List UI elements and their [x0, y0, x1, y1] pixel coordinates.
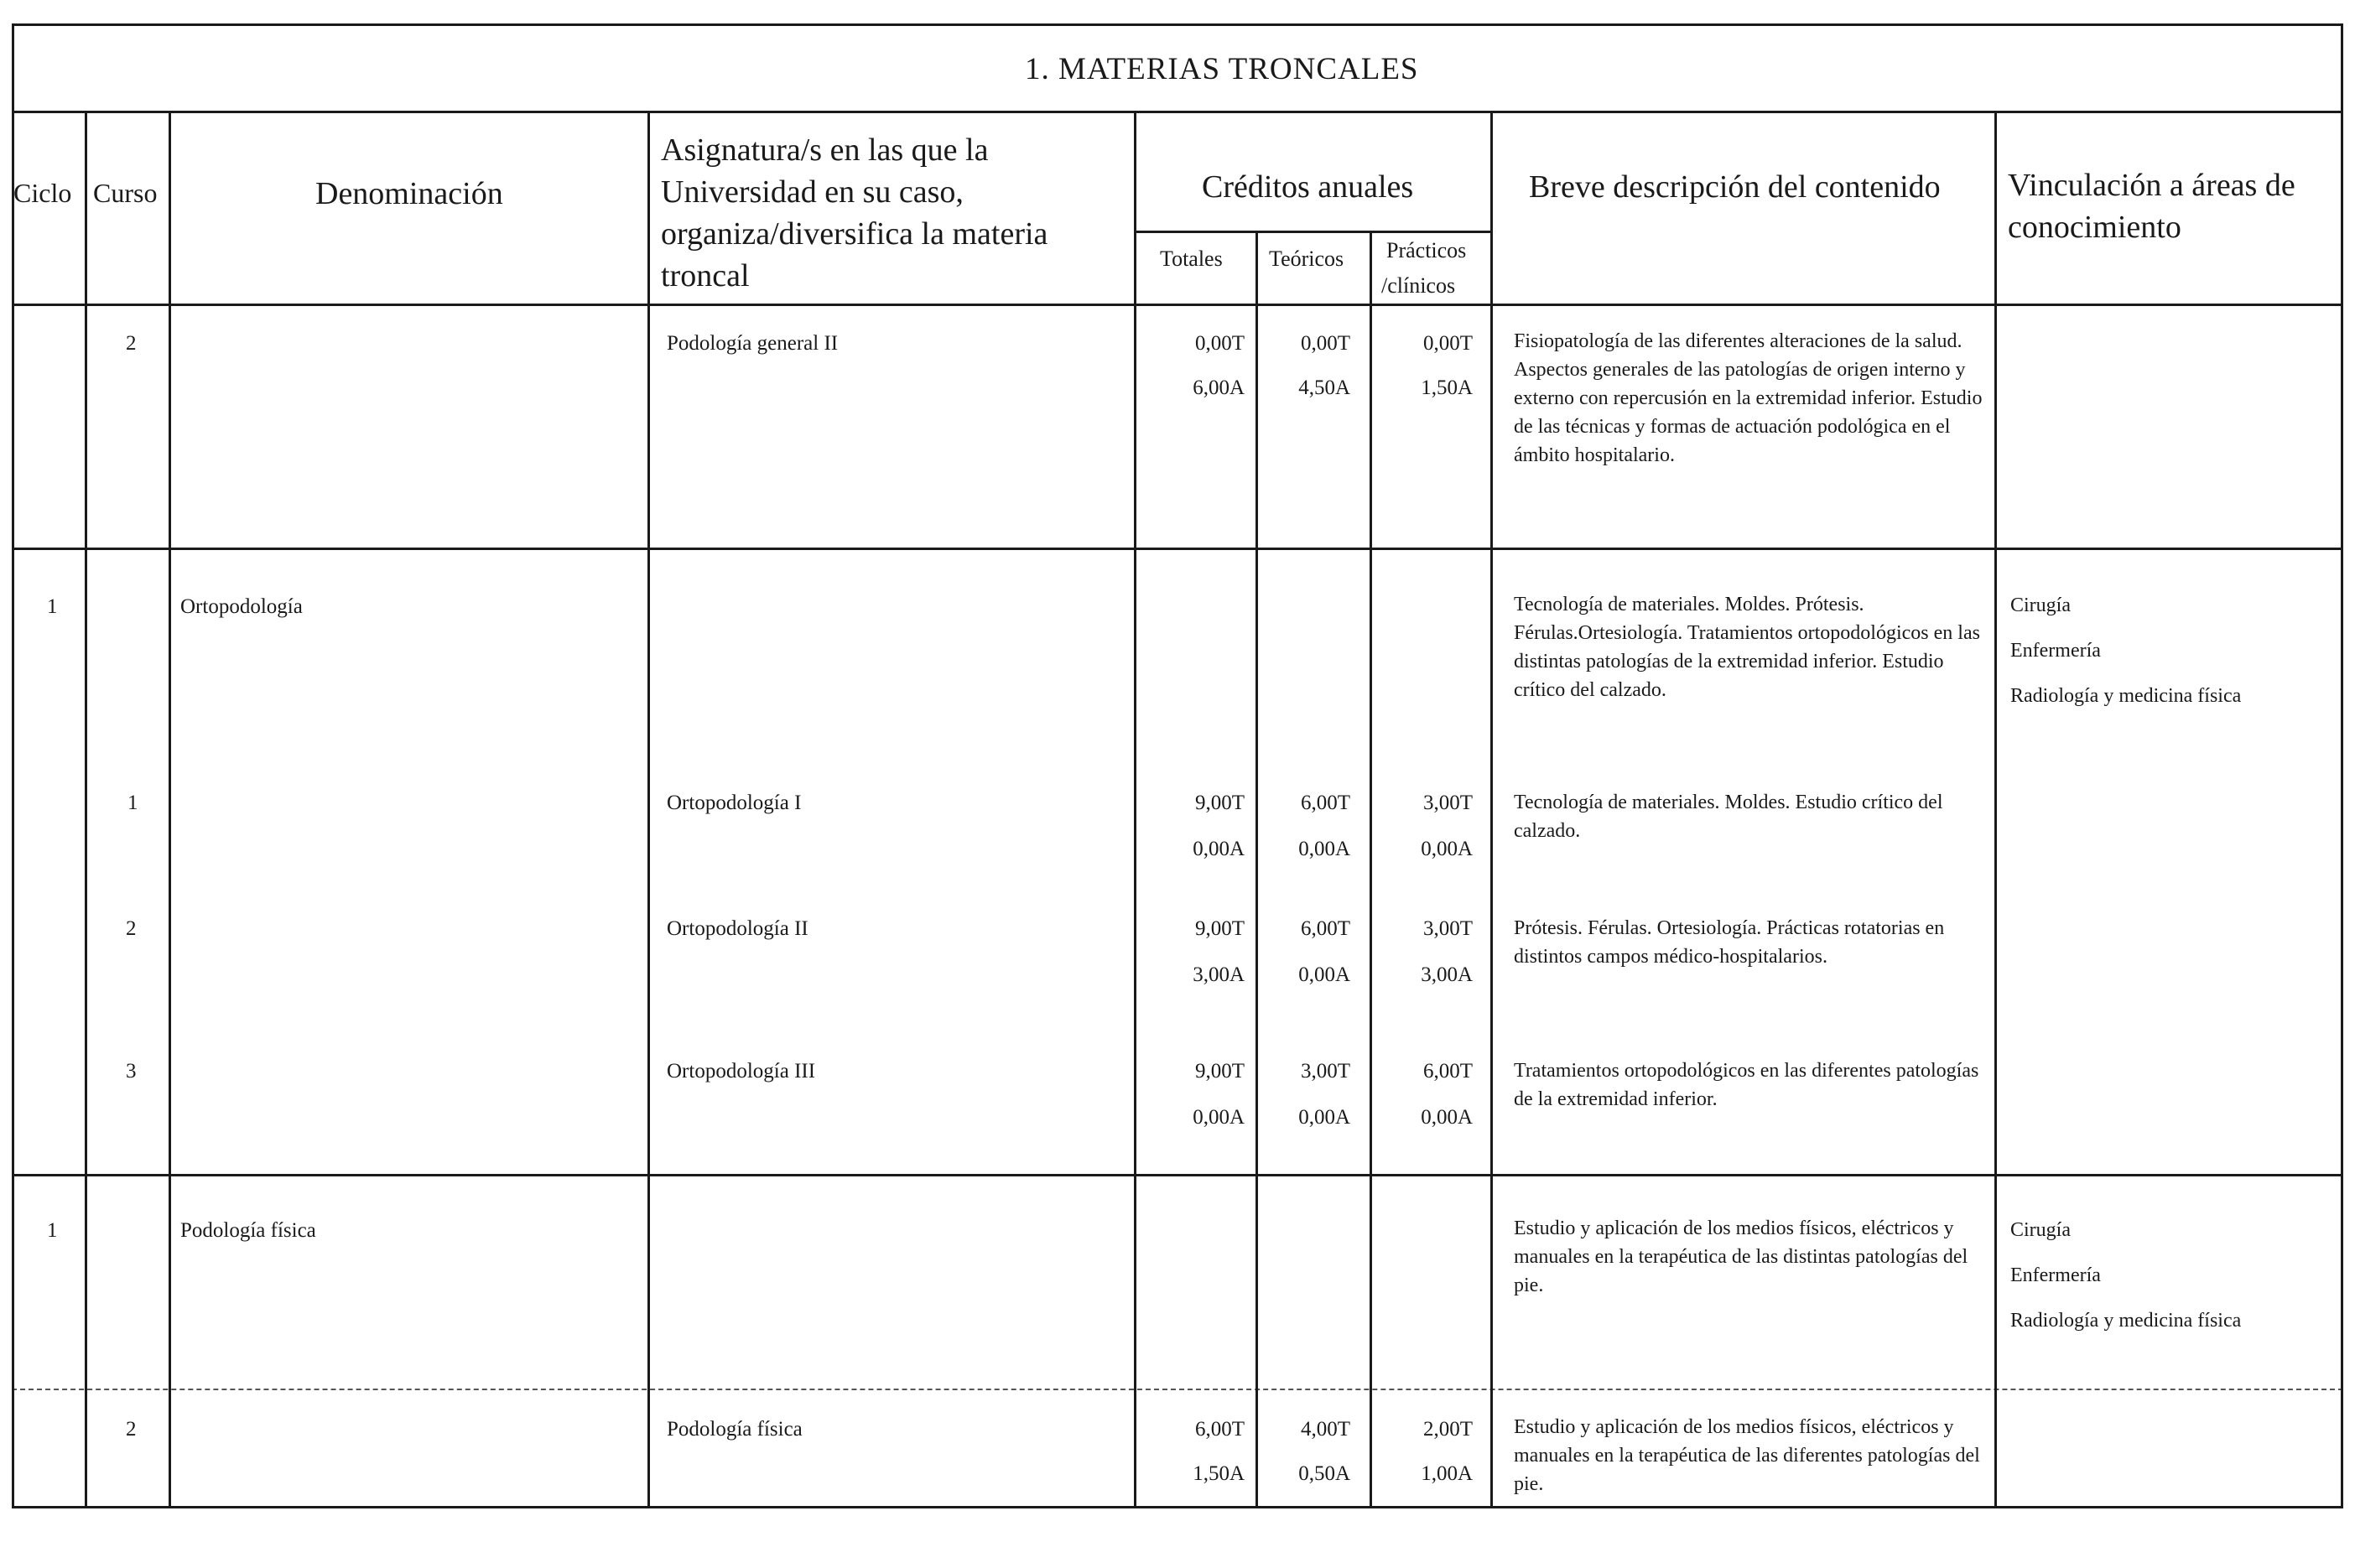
row-0-teoricos-t: 0,00T	[1300, 332, 1350, 355]
row-2-totales-t: 9,00T	[1194, 792, 1245, 814]
row-6-descripcion: Estudio y aplicación de los medios físicos, eléctricos y manuales en la terapéutica de las diferentes patologías del pie.	[1514, 1416, 1980, 1495]
column-divider-totales	[1255, 231, 1258, 1506]
row-4-totales-t: 9,00T	[1194, 1060, 1245, 1083]
row-separator-1	[12, 548, 2343, 550]
column-divider-teoricos	[1370, 231, 1372, 1506]
row-1-descripcion: Tecnología de materiales. Moldes. Prótesis. Férulas.Ortesiología. Tratamientos ortopodológicos en las distintas patologías de la extremidad inferior. Estudio crítico del calzado.	[1514, 594, 1980, 701]
row-4-asignatura: Ortopodología III	[667, 1060, 816, 1083]
row-2-teoricos-a: 0,00A	[1298, 838, 1350, 860]
row-1-ciclo: 1	[47, 595, 58, 618]
row-5-area-cirugia: Cirugía	[2010, 1219, 2071, 1241]
column-divider-curso	[169, 111, 171, 1506]
row-1-area-cirugia: Cirugía	[2010, 594, 2071, 616]
row-5-ciclo: 1	[47, 1219, 58, 1242]
row-2-curso: 1	[127, 792, 138, 814]
row-6-teoricos-t: 4,00T	[1300, 1418, 1350, 1441]
header-clinicos: /clínicos	[1381, 273, 1456, 298]
table-border-left	[12, 23, 14, 1506]
credits-subheader-line	[1134, 231, 1493, 233]
row-3-descripcion: Prótesis. Férulas. Ortesiología. Prácticas rotatorias en distintos campos médico-hospitalarios.	[1514, 917, 1945, 968]
row-5-denominacion: Podología física	[180, 1219, 316, 1242]
row-4-practicos-t: 6,00T	[1422, 1060, 1473, 1083]
row-6-practicos-t: 2,00T	[1422, 1418, 1473, 1441]
row-3-asignatura: Ortopodología II	[667, 917, 808, 940]
table-border-right	[2341, 23, 2343, 1506]
row-1-areas	[2010, 583, 2241, 719]
row-0-curso: 2	[126, 332, 137, 355]
row-6-asignatura: Podología física	[667, 1418, 803, 1441]
row-5-area-enfermeria: Enfermería	[2010, 1264, 2101, 1286]
header-teoricos: Teóricos	[1269, 247, 1344, 271]
row-4-descripcion: Tratamientos ortopodológicos en las diferentes patologías de la extremidad inferior.	[1514, 1060, 1979, 1110]
table-border-bottom	[12, 1506, 2343, 1508]
row-6-teoricos-a: 0,50A	[1298, 1462, 1350, 1485]
row-1-area-radiologia: Radiología y medicina física	[2010, 685, 2242, 707]
row-1-area-enfermeria: Enfermería	[2010, 640, 2101, 662]
header-asignaturas: Asignatura/s en las que la Universidad en su caso, organiza/diversifica la materia troncal	[661, 132, 1048, 293]
column-divider-denominacion	[647, 111, 650, 1506]
row-4-teoricos-t: 3,00T	[1300, 1060, 1350, 1083]
row-3-totales-a: 3,00A	[1193, 963, 1245, 986]
row-6-curso: 2	[126, 1418, 137, 1441]
header-practicos: Prácticos	[1386, 238, 1467, 262]
row-0-practicos-t: 0,00T	[1422, 332, 1473, 355]
row-4-practicos-a: 0,00A	[1421, 1106, 1473, 1129]
header-totales: Totales	[1160, 247, 1223, 271]
table-border-top	[12, 23, 2343, 26]
row-6-practicos-a: 1,00A	[1421, 1462, 1473, 1485]
column-divider-ciclo	[85, 111, 87, 1506]
header-vinculacion: Vinculación a áreas de conocimiento	[2008, 168, 2295, 245]
row-2-totales-a: 0,00A	[1193, 838, 1245, 860]
row-3-teoricos-t: 6,00T	[1300, 917, 1350, 940]
row-0-asignatura: Podología general II	[667, 332, 839, 355]
table-title: 1. MATERIAS TRONCALES	[1025, 52, 1419, 86]
row-4-curso: 3	[126, 1060, 137, 1083]
row-separator-2	[12, 1174, 2343, 1176]
column-divider-asignaturas	[1134, 111, 1136, 1506]
row-3-practicos-a: 3,00A	[1421, 963, 1473, 986]
row-5-descripcion: Estudio y aplicación de los medios físicos, eléctricos y manuales en la terapéutica de las distintas patologías del pie.	[1514, 1218, 1968, 1296]
row-4-totales-a: 0,00A	[1193, 1106, 1245, 1129]
row-2-practicos-a: 0,00A	[1421, 838, 1473, 860]
row-2-practicos-t: 3,00T	[1422, 792, 1473, 814]
row-4-teoricos-a: 0,00A	[1298, 1106, 1350, 1129]
row-separator-3	[12, 1389, 2343, 1390]
row-0-teoricos-a: 4,50A	[1298, 376, 1350, 399]
row-2-teoricos-t: 6,00T	[1300, 792, 1350, 814]
column-divider-creditos	[1490, 111, 1493, 1506]
row-6-totales-a: 1,50A	[1193, 1462, 1245, 1485]
row-2-descripcion: Tecnología de materiales. Moldes. Estudio crítico del calzado.	[1514, 792, 1943, 842]
row-1-denominacion: Ortopodología	[180, 595, 303, 618]
title-separator	[12, 111, 2343, 113]
row-5-areas	[2010, 1207, 2241, 1343]
row-5-area-radiologia: Radiología y medicina física	[2010, 1310, 2242, 1332]
row-0-totales-a: 6,00A	[1193, 376, 1245, 399]
header-denominacion: Denominación	[315, 176, 503, 211]
row-3-totales-t: 9,00T	[1194, 917, 1245, 940]
header-curso: Curso	[93, 178, 158, 208]
column-divider-descripcion	[1994, 111, 1997, 1506]
header-ciclo: Ciclo	[13, 178, 72, 208]
row-0-practicos-a: 1,50A	[1421, 376, 1473, 399]
header-descripcion: Breve descripción del contenido	[1529, 169, 1941, 205]
header-creditos-anuales: Créditos anuales	[1202, 169, 1414, 205]
row-0-descripcion: Fisiopatología de las diferentes alteraciones de la salud. Aspectos generales de las patologías de origen interno y externo con repercusión en la extremidad inferior. Estudio de las técnicas y formas de actuación podológica en el ámbito hospitalario.	[1514, 330, 1983, 466]
row-3-curso: 2	[126, 917, 137, 940]
row-6-totales-t: 6,00T	[1194, 1418, 1245, 1441]
header-bottom-line	[12, 304, 2343, 306]
row-0-totales-t: 0,00T	[1194, 332, 1245, 355]
row-3-teoricos-a: 0,00A	[1298, 963, 1350, 986]
row-2-asignatura: Ortopodología I	[667, 792, 802, 814]
row-3-practicos-t: 3,00T	[1422, 917, 1473, 940]
